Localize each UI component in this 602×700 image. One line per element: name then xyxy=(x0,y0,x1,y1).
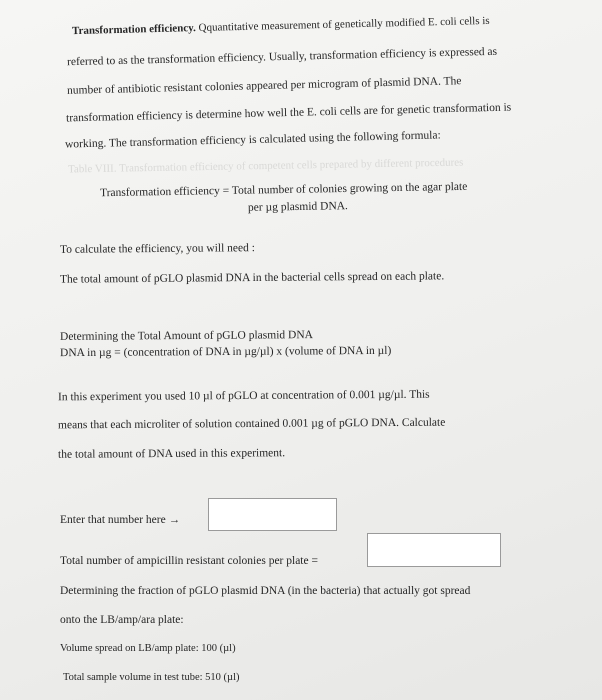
intro-title: Transformation efficiency. xyxy=(71,22,197,38)
fraction-line-1: Determining the fraction of pGLO plasmid DNA (in the bacteria) that actually got spread xyxy=(60,585,471,597)
intro-line-3: number of antibiotic resistant colonies appeared per microgram of plasmid DNA. The xyxy=(66,75,462,97)
intro-line-1-rest: Qquantitative measurement of genetically modified E. coli cells is xyxy=(195,14,490,35)
volume-spread: Volume spread on LB/amp plate: 100 (µl) xyxy=(60,643,236,654)
experiment-line-2: means that each microliter of solution contained 0.001 µg of pGLO DNA. Calculate xyxy=(57,416,446,432)
determine-equation: DNA in µg = (concentration of DNA in µg/µl) x (volume of DNA in µl) xyxy=(59,344,392,360)
intro-line-1 xyxy=(72,15,490,37)
intro-line-5: working. The transformation efficiency is calculated using the following formula: xyxy=(64,129,441,151)
formula-line-1: Transformation efficiency = Total number of colonies growing on the agar plate xyxy=(99,180,468,200)
colonies-answer-box[interactable] xyxy=(367,533,501,567)
bleed-through-text: Table VIII. Transformation efficiency of competent cells prepared by different procedures xyxy=(67,156,464,176)
answer-2-label: Total number of ampicillin resistant colonies per plate = xyxy=(60,555,318,567)
formula-line-2: per µg plasmid DNA. xyxy=(247,200,348,214)
total-dna-answer-box[interactable] xyxy=(208,498,337,531)
fraction-line-2: onto the LB/amp/ara plate: xyxy=(60,614,184,626)
intro-line-2: referred to as the transformation efficiency. Usually, transformation efficiency is expressed as xyxy=(66,45,498,69)
total-sample-volume: Total sample volume in test tube: 510 (µl) xyxy=(63,672,240,683)
intro-line-4: transformation efficiency is determine how well the E. coli cells are for genetic transformation is xyxy=(65,101,512,125)
experiment-line-3: the total amount of DNA used in this experiment. xyxy=(57,447,286,461)
answer-1-label: Enter that number here → xyxy=(60,514,181,526)
determine-title: Determining the Total Amount of pGLO plasmid DNA xyxy=(59,329,313,343)
calc-need: The total amount of pGLO plasmid DNA in the bacterial cells spread on each plate. xyxy=(59,270,445,286)
experiment-line-1: In this experiment you used 10 µl of pGLO at concentration of 0.001 µg/µl. This xyxy=(57,388,430,404)
calc-intro: To calculate the efficiency, you will need : xyxy=(59,242,255,256)
